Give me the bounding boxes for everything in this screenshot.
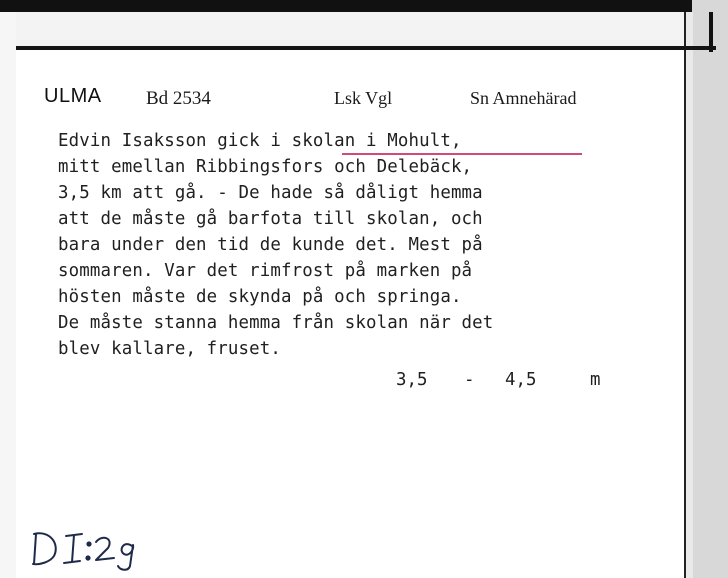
distance-from: 3,5 [396,370,428,390]
card-right-edge [684,12,693,578]
red-underline [342,153,582,155]
scan-top-border [0,0,728,12]
text-line: blev kallare, fruset. [58,339,282,359]
text-line: bara under den tid de kunde det. Mest på [58,235,483,255]
distance-unit: m [590,370,601,390]
text-line: De måste stanna hemma från skolan när det [58,313,494,333]
scan-left-margin [0,12,16,578]
handwritten-archive-mark [30,522,150,572]
text-line: Edvin Isaksson gick i skolan i Mohult, [58,131,462,151]
record-number: Bd 2534 [146,88,211,109]
province-code: Lsk Vgl [334,88,393,108]
text-line: 3,5 km att gå. - De hade så dåligt hemma [58,183,483,203]
archive-code: ULMA [44,85,102,107]
parish-district: Sn Amnehärad [470,88,577,108]
text-line: sommaren. Var det rimfrost på marken på [58,261,473,281]
card-top-edge [16,46,716,50]
text-line: mitt emellan Ribbingsfors och Delebäck, [58,157,473,177]
scan-top-margin [0,12,728,46]
scan-right-border [692,0,728,578]
text-line: att de måste gå barfota till skolan, och [58,209,483,229]
text-line: hösten måste de skynda på och springa. [58,287,462,307]
distance-dash: - [464,370,475,390]
distance-to: 4,5 [505,370,537,390]
